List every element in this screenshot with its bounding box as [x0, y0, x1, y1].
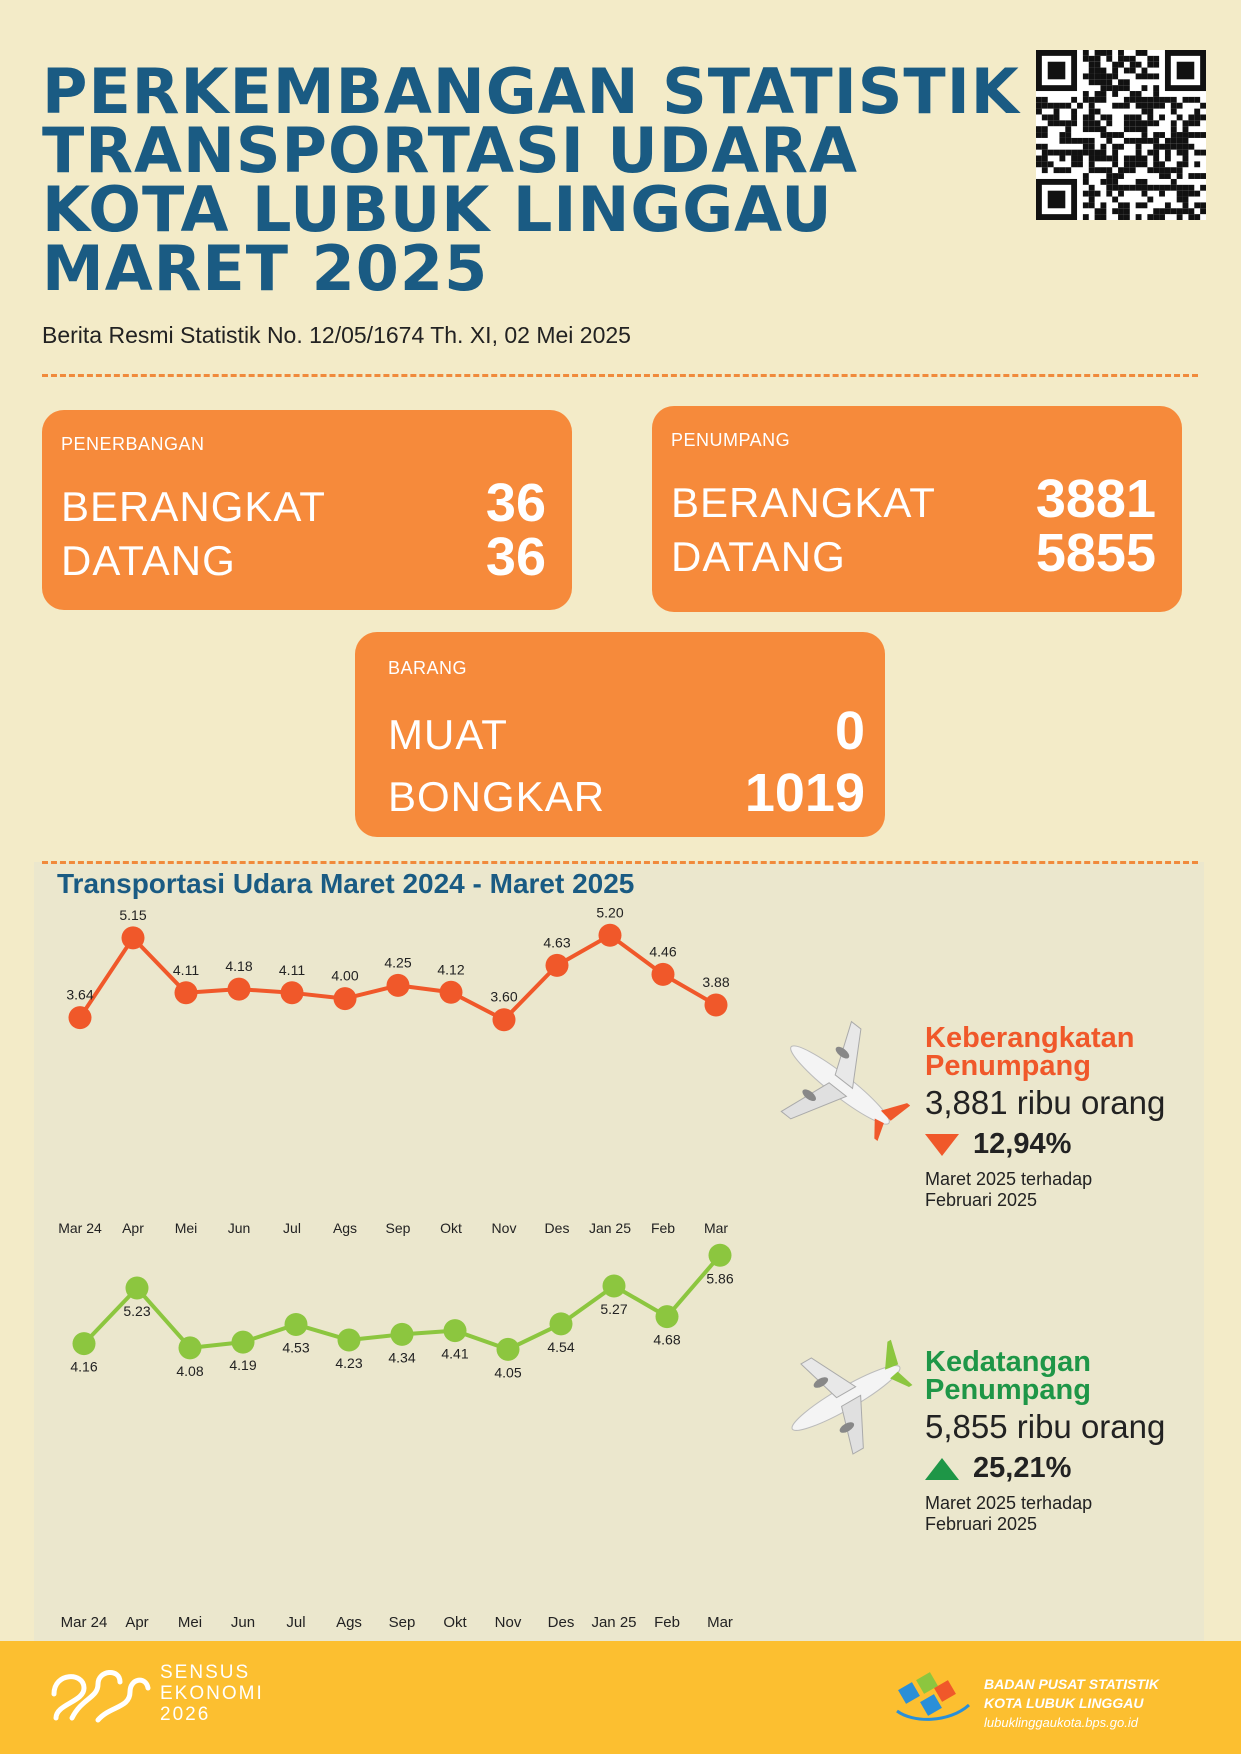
x-tick-label: Apr: [125, 1614, 149, 1631]
x-tick-label: Sep: [385, 1220, 411, 1236]
arrival-note: [925, 1493, 1125, 1535]
data-point: [603, 1274, 626, 1297]
x-tick-label: Feb: [650, 1220, 676, 1236]
data-label: 4.25: [384, 954, 412, 971]
data-label: 4.00: [331, 967, 359, 984]
card-row-label: BERANGKAT: [61, 483, 326, 530]
data-label: 4.41: [441, 1345, 469, 1362]
release-subtitle: Berita Resmi Statistik No. 12/05/1674 Th. XI, 02 Mei 2025: [42, 322, 631, 348]
airplane-departure-icon: [770, 1018, 910, 1153]
departure-summary: [925, 1024, 1165, 1211]
data-point: [444, 1319, 467, 1342]
x-tick-label: Ags: [332, 1220, 358, 1236]
data-label: 4.54: [547, 1338, 575, 1355]
card-row-label: BERANGKAT: [671, 479, 936, 526]
arrival-note-line-2: Februari 2025: [925, 1514, 1038, 1534]
data-point: [652, 963, 675, 986]
data-point: [599, 924, 622, 947]
data-label: 3.60: [490, 988, 518, 1005]
card-caption: PENUMPANG: [671, 430, 791, 450]
sensus-line-1: SENSUS: [160, 1662, 251, 1683]
departure-note-line-2: Februari 2025: [925, 1190, 1038, 1210]
data-label: 4.12: [437, 961, 465, 978]
data-label: 4.23: [335, 1355, 363, 1372]
data-label: 5.86: [706, 1270, 734, 1287]
data-label: 3.88: [702, 973, 730, 990]
airplane-arrival-icon: [776, 1338, 916, 1458]
data-point: [228, 978, 251, 1001]
x-tick-label: Mei: [177, 1614, 203, 1631]
data-label: 4.19: [229, 1357, 257, 1374]
bps-url[interactable]: lubuklinggaukota.bps.go.id: [984, 1715, 1138, 1730]
arrival-summary: [925, 1348, 1165, 1535]
x-tick-label: Feb: [654, 1614, 680, 1631]
x-tick-label: Apr: [122, 1220, 144, 1236]
arrival-heading-1: Kedatangan: [925, 1346, 1091, 1378]
data-label: 3.64: [66, 986, 94, 1003]
data-point: [122, 926, 145, 949]
data-point: [179, 1336, 202, 1359]
card-row-label: DATANG: [671, 533, 846, 580]
card-row-label: DATANG: [61, 537, 236, 584]
data-point: [709, 1244, 732, 1267]
x-tick-label: Jun: [230, 1614, 256, 1631]
triangle-down-icon: [925, 1134, 959, 1156]
departure-note-line-1: Maret 2025 terhadap: [925, 1169, 1093, 1189]
x-tick-label: Nov: [494, 1614, 522, 1631]
card-caption: PENERBANGAN: [61, 434, 205, 454]
sensus-ekonomi-text: [160, 1662, 264, 1725]
triangle-up-icon: [925, 1458, 959, 1480]
arrival-percent: 25,21%: [973, 1452, 1072, 1484]
data-label: 4.53: [282, 1339, 310, 1356]
data-point: [338, 1329, 361, 1352]
bps-city: KOTA LUBUK LINGGAU: [984, 1695, 1144, 1711]
data-label: 4.68: [653, 1331, 681, 1348]
x-tick-label: Jan 25: [591, 1614, 637, 1631]
card-row-value: 36: [485, 473, 546, 533]
x-tick-label: Mar: [703, 1220, 729, 1236]
x-tick-label: Jul: [286, 1614, 306, 1631]
data-point: [281, 981, 304, 1004]
data-point: [546, 954, 569, 977]
data-point: [387, 974, 410, 997]
data-point: [493, 1008, 516, 1031]
x-tick-label: Okt: [443, 1614, 467, 1631]
arrival-amount: 5,855 ribu orang: [925, 1408, 1166, 1445]
x-tick-label: Jan 25: [588, 1220, 632, 1236]
x-tick-label: Mei: [174, 1220, 198, 1236]
data-point: [232, 1331, 255, 1354]
chart-title: Transportasi Udara Maret 2024 - Maret 2025: [57, 868, 635, 899]
bps-name: BADAN PUSAT STATISTIK: [984, 1676, 1159, 1692]
card-row-label: BONGKAR: [388, 773, 606, 820]
data-label: 5.27: [600, 1300, 628, 1317]
x-tick-label: Sep: [388, 1614, 416, 1631]
data-point: [497, 1338, 520, 1361]
departure-note: [925, 1169, 1125, 1211]
title-line-2: TRANSPORTASI UDARA: [42, 114, 858, 187]
data-label: 5.15: [119, 906, 147, 923]
data-label: 5.23: [123, 1303, 151, 1320]
departure-heading-2: Penumpang: [925, 1050, 1091, 1082]
card-row-value: 36: [485, 527, 546, 587]
data-label: 4.08: [176, 1362, 204, 1379]
data-point: [391, 1323, 414, 1346]
x-tick-label: Des: [544, 1220, 570, 1236]
arrival-heading-2: Penumpang: [925, 1374, 1091, 1406]
card-caption: BARANG: [388, 658, 468, 678]
card-row-value: 3881: [1035, 469, 1156, 529]
data-label: 4.11: [278, 961, 306, 978]
card-row-value: 5855: [1035, 523, 1156, 583]
x-tick-label: Mar: [707, 1614, 733, 1631]
data-point: [175, 981, 198, 1004]
data-label: 4.63: [543, 934, 571, 951]
data-label: 4.05: [494, 1364, 522, 1381]
data-point: [126, 1277, 149, 1300]
bps-logo-icon: [893, 1661, 973, 1727]
x-tick-label: Mar 24: [58, 1220, 102, 1236]
data-label: 4.46: [649, 943, 677, 960]
data-point: [550, 1312, 573, 1335]
sensus-ekonomi-logo-icon: [48, 1658, 152, 1730]
arrival-note-line-1: Maret 2025 terhadap: [925, 1493, 1093, 1513]
departure-amount: 3,881 ribu orang: [925, 1084, 1166, 1121]
data-label: 4.18: [225, 958, 253, 975]
card-row-value: 1019: [744, 763, 865, 823]
data-label: 5.20: [596, 904, 624, 921]
x-tick-label: Jun: [227, 1220, 251, 1236]
x-tick-label: Nov: [491, 1220, 517, 1236]
data-point: [440, 981, 463, 1004]
x-tick-label: Jul: [283, 1220, 301, 1236]
data-point: [285, 1313, 308, 1336]
title-line-3: KOTA LUBUK LINGGAU: [42, 173, 833, 246]
data-point: [334, 987, 357, 1010]
data-point: [69, 1006, 92, 1029]
data-point: [73, 1332, 96, 1355]
x-tick-label: Ags: [336, 1614, 362, 1631]
x-tick-label: Okt: [440, 1220, 462, 1236]
bps-text: [984, 1675, 1159, 1732]
title-line-4: MARET 2025: [42, 232, 489, 305]
departure-change: [925, 1128, 1165, 1161]
sensus-line-3: 2026: [160, 1704, 211, 1725]
arrival-change: [925, 1452, 1165, 1485]
card-row-label: MUAT: [388, 711, 508, 758]
departure-heading-1: Keberangkatan: [925, 1022, 1135, 1054]
data-point: [656, 1305, 679, 1328]
title-line-1: PERKEMBANGAN STATISTIK: [42, 55, 1020, 128]
data-label: 4.11: [172, 961, 200, 978]
card-row-value: 0: [834, 701, 865, 761]
data-point: [705, 993, 728, 1016]
departure-percent: 12,94%: [973, 1128, 1072, 1160]
sensus-line-2: EKONOMI: [160, 1683, 264, 1704]
data-label: 4.34: [388, 1349, 416, 1366]
x-tick-label: Mar 24: [60, 1614, 108, 1631]
x-tick-label: Des: [547, 1614, 575, 1631]
data-label: 4.16: [70, 1358, 98, 1375]
